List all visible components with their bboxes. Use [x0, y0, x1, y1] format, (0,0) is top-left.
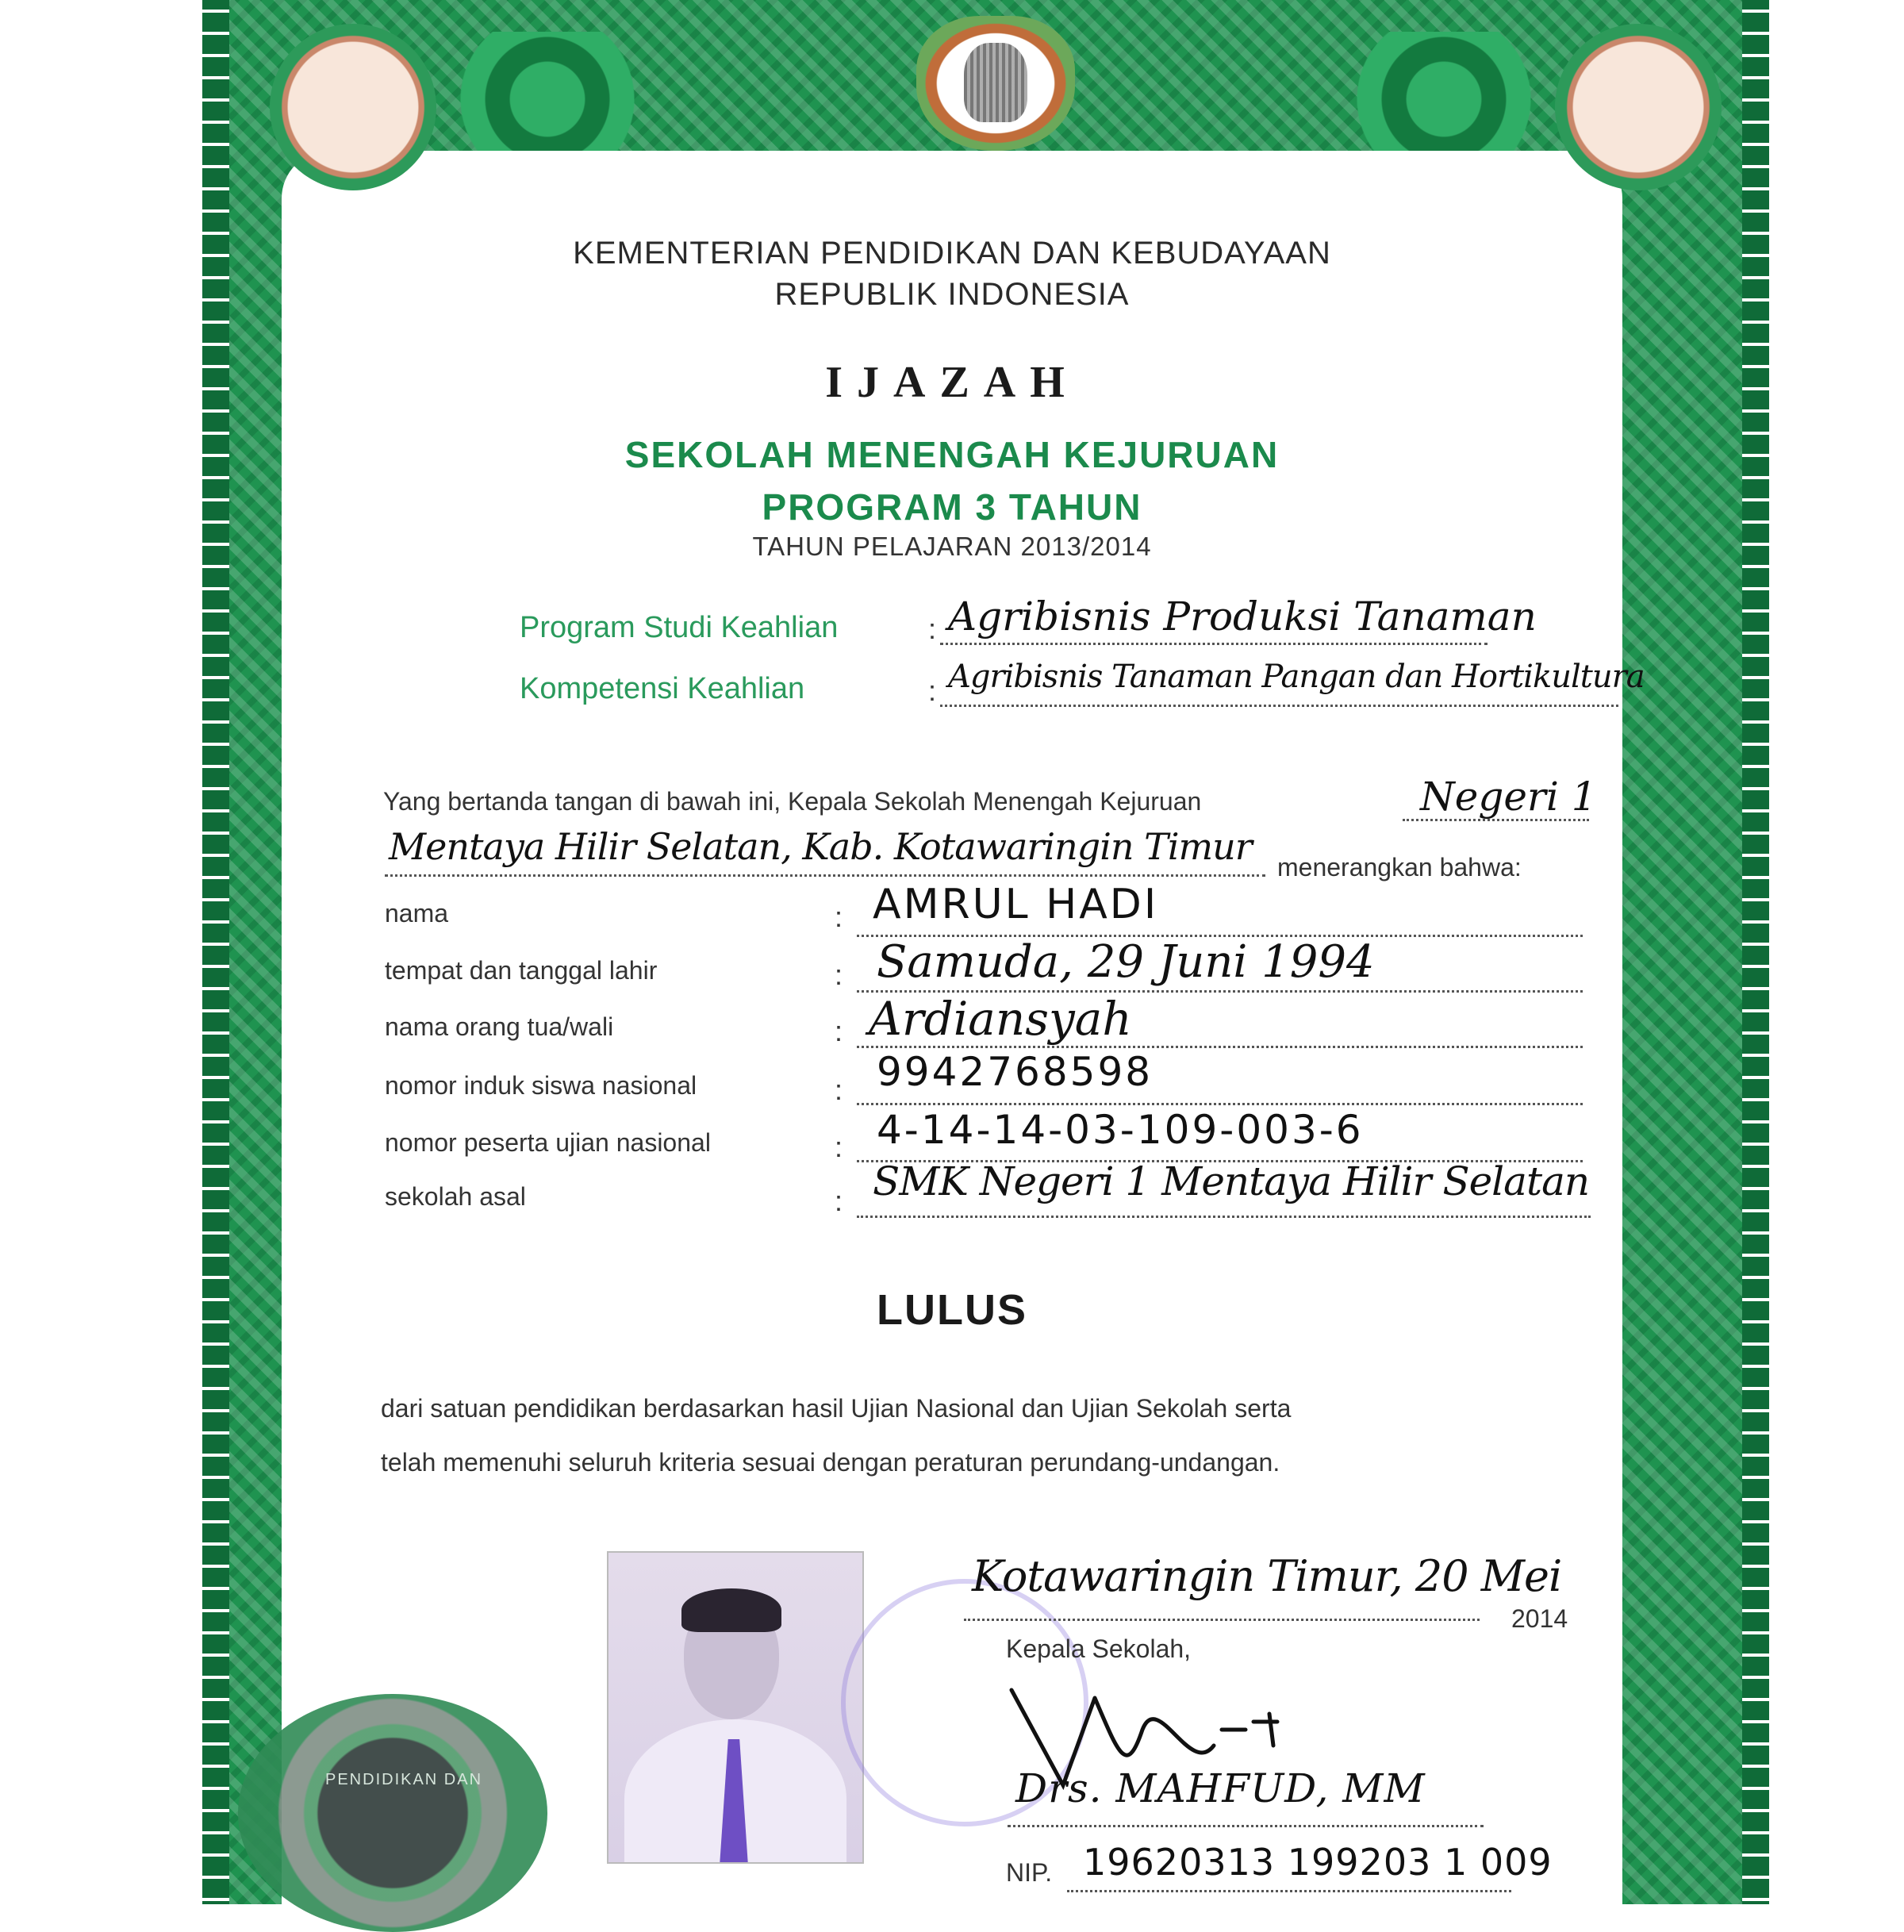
ministry-line-2: REPUBLIK INDONESIA: [774, 277, 1130, 312]
nip-label: NIP.: [1006, 1858, 1053, 1887]
kompetensi-label: Kompetensi Keahlian: [520, 672, 805, 705]
corner-medallion-left: [270, 24, 436, 190]
ministry-heading: [0, 232, 1904, 315]
border-ornament: [1341, 32, 1547, 167]
kompetensi-value: Agribisnis Tanaman Pangan dan Hortikultura: [948, 659, 1645, 695]
corner-medallion-right: [1555, 24, 1722, 190]
seal-text: PENDIDIKAN DAN: [325, 1771, 483, 1788]
field-label-nopes: nomor peserta ujian nasional: [385, 1128, 711, 1157]
school-type: SEKOLAH MENENGAH KEJURUAN: [624, 434, 1280, 475]
program-studi-value: Agribisnis Produksi Tanaman: [948, 593, 1537, 640]
field-value-ortu: Ardiansyah: [869, 992, 1132, 1046]
field-label-nisn: nomor induk siswa nasional: [385, 1071, 697, 1100]
result-text-line-1: dari satuan pendidikan berdasarkan hasil Ujian Nasional dan Ujian Sekolah serta: [381, 1394, 1292, 1423]
field-value-nama: AMRUL HADI: [873, 881, 1159, 928]
school-name-hand-2: Mentaya Hilir Selatan, Kab. Kotawaringin Timur: [389, 825, 1252, 868]
nip-value: 19620313 199203 1 009: [1083, 1841, 1553, 1884]
student-photo: [607, 1551, 864, 1864]
signatory-name: Drs. MAHFUD, MM: [1015, 1765, 1426, 1811]
signature-role: Kepala Sekolah,: [1006, 1634, 1192, 1663]
school-heading: [0, 428, 1904, 533]
field-label-sekolah-asal: sekolah asal: [385, 1182, 526, 1211]
signature-year: 2014: [1511, 1604, 1568, 1633]
garuda-emblem-icon: [916, 16, 1075, 151]
field-value-nopes: 4-14-14-03-109-003-6: [877, 1107, 1364, 1153]
school-name-hand-1: Negeri 1: [1420, 774, 1597, 820]
signature-place-date: Kotawaringin Timur, 20 Mei: [972, 1551, 1562, 1601]
field-value-nisn: 9942768598: [877, 1049, 1154, 1095]
result-text-line-2: telah memenuhi seluruh kriteria sesuai dengan peraturan perundang-undangan.: [381, 1448, 1280, 1477]
program-duration: PROGRAM 3 TAHUN: [762, 486, 1142, 528]
border-ornament: [444, 32, 651, 167]
result-status: LULUS: [877, 1286, 1027, 1334]
academic-year: TAHUN PELAJARAN 2013/2014: [752, 532, 1152, 561]
document-title: IJAZAH: [825, 358, 1079, 407]
field-label-ttl: tempat dan tanggal lahir: [385, 956, 658, 985]
field-label-nama: nama: [385, 899, 449, 928]
field-value-ttl: Samuda, 29 Juni 1994: [877, 936, 1375, 988]
field-value-sekolah-asal: SMK Negeri 1 Mentaya Hilir Selatan: [873, 1158, 1590, 1204]
field-label-ortu: nama orang tua/wali: [385, 1012, 614, 1041]
statement-suffix: menerangkan bahwa:: [1277, 853, 1522, 881]
statement-intro: Yang bertanda tangan di bawah ini, Kepala Sekolah Menengah Kejuruan: [383, 787, 1202, 816]
embossed-seal: [238, 1694, 547, 1932]
program-studi-label: Program Studi Keahlian: [520, 611, 839, 644]
ministry-line-1: KEMENTERIAN PENDIDIKAN DAN KEBUDAYAAN: [573, 236, 1331, 271]
